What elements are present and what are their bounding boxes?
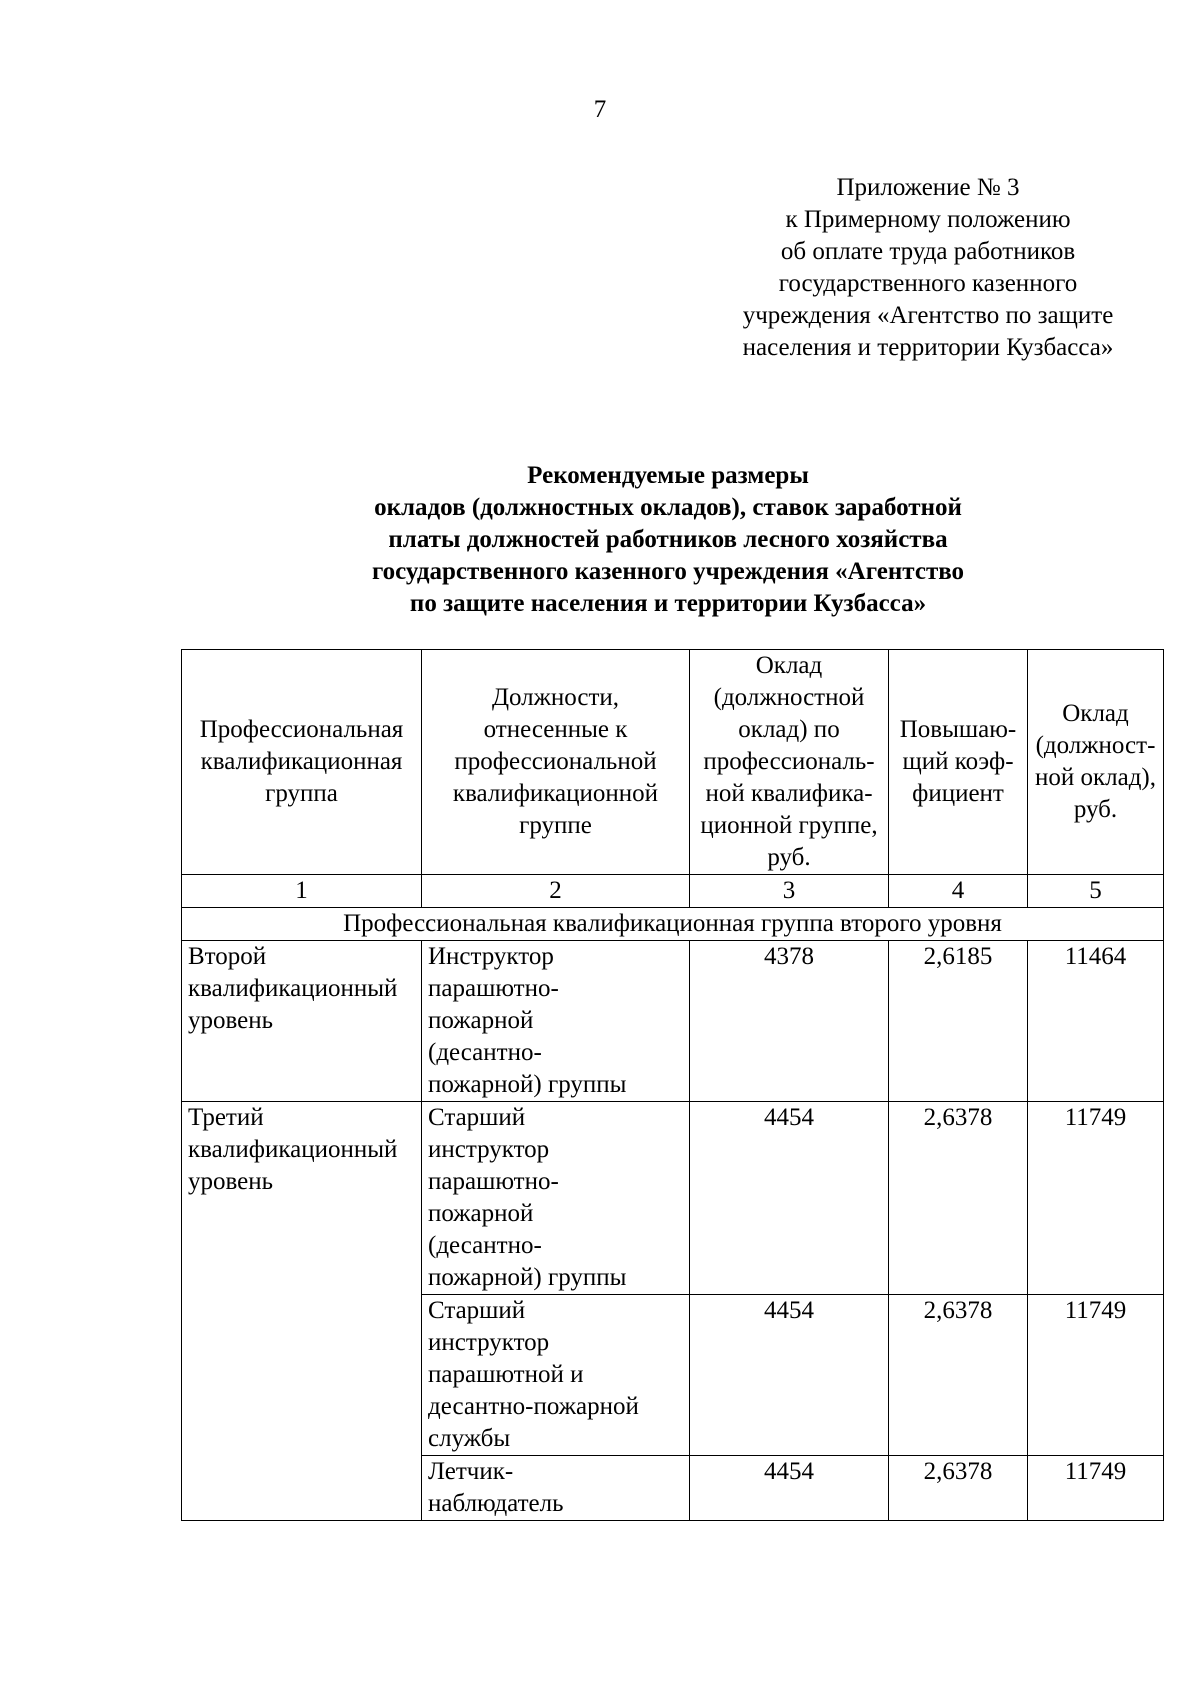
appendix-line: государственного казенного xyxy=(778,270,1078,297)
cell-line: парашютно- xyxy=(428,975,559,1002)
cell-line: десантно-пожарной xyxy=(428,1393,639,1420)
table-header-row xyxy=(182,650,1164,875)
group-title-row xyxy=(182,908,1164,941)
page-number: 7 xyxy=(593,96,607,123)
position-name xyxy=(422,1456,690,1521)
column-number: 4 xyxy=(889,875,1028,908)
header-line: щий коэф- xyxy=(902,748,1014,775)
header-line: профессиональной xyxy=(454,748,657,775)
cell-line: инструктор xyxy=(428,1136,550,1163)
header-line: ной квалифика- xyxy=(705,780,873,807)
appendix-line: об оплате труда работников xyxy=(780,238,1076,265)
cell-line: инструктор xyxy=(428,1329,550,1356)
header-base-salary xyxy=(690,650,889,875)
header-line: (должност- xyxy=(1035,732,1156,759)
appendix-note xyxy=(728,172,1128,364)
document-title xyxy=(250,460,1086,620)
header-line: (должностной xyxy=(713,684,865,711)
cell-line: пожарной xyxy=(428,1200,534,1227)
appendix-line: Приложение № 3 xyxy=(836,174,1020,201)
cell-line: пожарной) группы xyxy=(428,1071,627,1098)
cell-line: парашютной и xyxy=(428,1361,584,1388)
position-name xyxy=(422,1295,690,1456)
header-line: Оклад xyxy=(1062,700,1129,727)
header-coefficient xyxy=(889,650,1028,875)
header-line: группе xyxy=(519,812,592,839)
header-line: ной оклад), xyxy=(1034,764,1157,791)
cell-line: (десантно- xyxy=(428,1232,542,1259)
header-line: ционной группе, xyxy=(700,812,878,839)
cell-line: Старший xyxy=(428,1297,526,1324)
coefficient-value: 2,6378 xyxy=(889,1102,1028,1295)
cell-line: уровень xyxy=(188,1007,274,1034)
cell-line: наблюдатель xyxy=(428,1490,564,1517)
salary-value: 11464 xyxy=(1028,941,1164,1102)
base-salary-value: 4454 xyxy=(690,1295,889,1456)
header-line: профессиональ- xyxy=(703,748,875,775)
coefficient-value: 2,6378 xyxy=(889,1456,1028,1521)
title-line: платы должностей работников лесного хозяйства xyxy=(388,526,948,553)
cell-line: Инструктор xyxy=(428,943,554,970)
header-line: квалификационная xyxy=(200,748,403,775)
cell-line: пожарной) группы xyxy=(428,1264,627,1291)
header-positions xyxy=(422,650,690,875)
header-line: оклад) по xyxy=(738,716,840,743)
base-salary-value: 4454 xyxy=(690,1102,889,1295)
salary-value: 11749 xyxy=(1028,1102,1164,1295)
qualification-level xyxy=(182,941,422,1102)
coefficient-value: 2,6185 xyxy=(889,941,1028,1102)
cell-line: Второй xyxy=(188,943,267,970)
header-line: фициент xyxy=(912,780,1004,807)
cell-line: Третий xyxy=(188,1104,264,1131)
qualification-level xyxy=(182,1102,422,1521)
base-salary-value: 4378 xyxy=(690,941,889,1102)
header-line: руб. xyxy=(1073,796,1118,823)
header-line: Оклад xyxy=(755,652,823,679)
column-number: 5 xyxy=(1028,875,1164,908)
cell-line: (десантно- xyxy=(428,1039,542,1066)
title-line: Рекомендуемые размеры xyxy=(527,462,809,489)
cell-line: Старший xyxy=(428,1104,526,1131)
header-line: Повышаю- xyxy=(899,716,1017,743)
position-name xyxy=(422,941,690,1102)
base-salary-value: 4454 xyxy=(690,1456,889,1521)
group-title: Профессиональная квалификационная группа второго уровня xyxy=(182,908,1164,941)
cell-line: службы xyxy=(428,1425,511,1452)
salary-table xyxy=(181,649,1164,1521)
appendix-line: учреждения «Агентство по защите xyxy=(742,302,1114,329)
appendix-line: к Примерному положению xyxy=(785,206,1071,233)
cell-line: квалификационный xyxy=(188,975,398,1002)
table-row xyxy=(182,941,1164,1102)
salary-value: 11749 xyxy=(1028,1295,1164,1456)
column-number: 2 xyxy=(422,875,690,908)
cell-line: уровень xyxy=(188,1168,274,1195)
table-row xyxy=(182,1102,1164,1295)
header-line: Должности, xyxy=(491,684,620,711)
title-line: по защите населения и территории Кузбасса» xyxy=(409,590,927,617)
header-line: руб. xyxy=(767,844,811,871)
cell-line: квалификационный xyxy=(188,1136,398,1163)
cell-line: парашютно- xyxy=(428,1168,559,1195)
header-line: квалификационной xyxy=(452,780,659,807)
cell-line: Летчик- xyxy=(428,1458,514,1485)
column-number: 3 xyxy=(690,875,889,908)
position-name xyxy=(422,1102,690,1295)
header-salary xyxy=(1028,650,1164,875)
column-number: 1 xyxy=(182,875,422,908)
cell-line: пожарной xyxy=(428,1007,534,1034)
title-line: окладов (должностных окладов), ставок заработной xyxy=(374,494,962,521)
appendix-line: населения и территории Кузбасса» xyxy=(742,334,1114,361)
header-line: Профессиональная xyxy=(199,716,404,743)
title-line: государственного казенного учреждения «Агентство xyxy=(371,558,965,585)
column-number-row xyxy=(182,875,1164,908)
salary-value: 11749 xyxy=(1028,1456,1164,1521)
header-line: группа xyxy=(265,780,338,807)
header-line: отнесенные к xyxy=(483,716,628,743)
header-qualification-group xyxy=(182,650,422,875)
coefficient-value: 2,6378 xyxy=(889,1295,1028,1456)
